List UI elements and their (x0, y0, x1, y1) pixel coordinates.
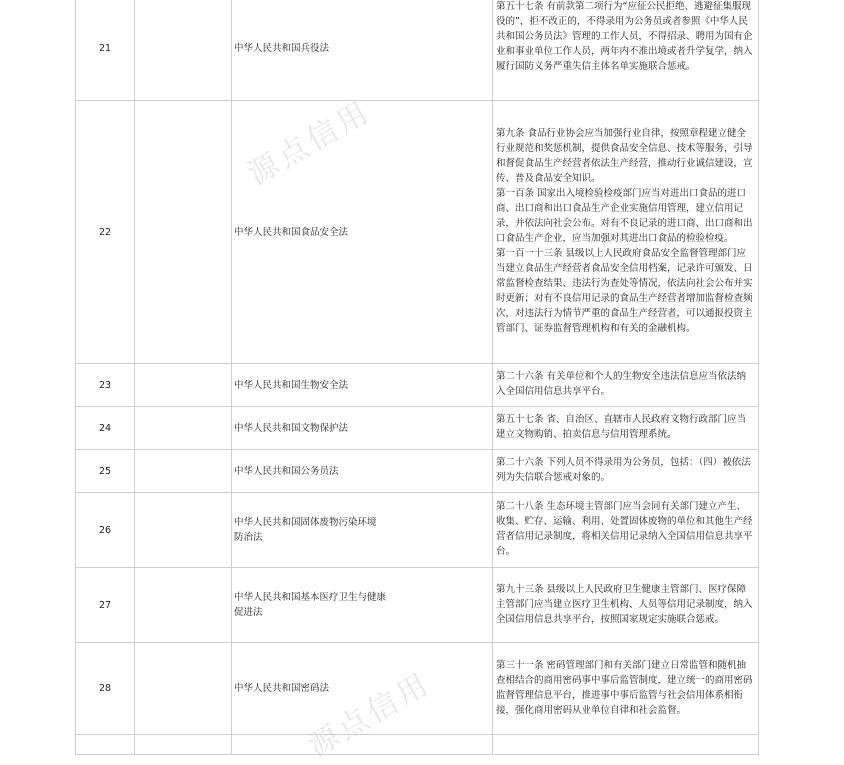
blank-cell (135, 407, 232, 450)
law-name-text: 中华人民共和国基本医疗卫生与健康 促进法 (234, 592, 387, 618)
table-row (76, 568, 759, 643)
clause-text (493, 101, 759, 364)
clause-body: 第五十七条 有前款第二项行为“应征公民拒绝、逃避征集服现役的”，拒不改正的，不得录用为公务员或者参照《中华人民共和国公务员法》管理的工作人员，不得招录、聘用为国有企业和事业单位工作人员，两年内不准出境或者升学复学，纳入履行国防义务严重失信主体名单实施联合惩戒。 (496, 1, 753, 72)
clause-body: 第二十六条 有关单位和个人的生物安全违法信息应当依法纳入全国信用信息共享平台。 (496, 371, 747, 397)
blank-cell (135, 643, 232, 735)
law-name (232, 493, 493, 568)
blank-cell (135, 0, 232, 101)
row-number: 25 (76, 450, 135, 493)
blank-cell (135, 101, 232, 364)
table-row (76, 450, 759, 493)
law-name (232, 568, 493, 643)
clause-text (493, 450, 759, 493)
clause-body: 第九条 食品行业协会应当加强行业自律，按照章程建立健全行业规范和奖惩机制，提供食品安全信息、技术等服务，引导和督促食品生产经营者依法生产经营，推动行业诚信建设，宣传、普及食品安全知识。 第一百条 国家出入境检验检疫部门应当对进出口食品的进口商、出口商和出口食品生产企业实施信用管理，建立信用记录，并依法向社会公布。对有不良记录的进口商、出口商和出口食品生产企业，应当加强对其进出口食品的检验检疫。 第一百一十三条 县级以上人民政府食品安全监督管理部门应当建立食品生产经营者食品安全信用档案，记录许可颁发、日常监督检查结果、违法行为查处等情况，依法向社会公布并实时更新；对有不良信用记录的食品生产经营者增加监督检查频次，对违法行为情节严重的食品生产经营者，可以通报投资主管部门、证券监督管理机构和有关的金融机构。 (496, 128, 753, 334)
table-row (76, 643, 759, 735)
clause-body: 第二十六条 下列人员不得录用为公务员，包括：（四）被依法列为失信联合惩戒对象的。 (496, 457, 751, 483)
row-number: 23 (76, 364, 135, 407)
table-row (76, 101, 759, 364)
table-row (76, 493, 759, 568)
blank-cell (135, 493, 232, 568)
row-number (76, 735, 135, 755)
clause-text (493, 0, 759, 101)
law-name (232, 735, 493, 755)
clause-text (493, 735, 759, 755)
clause-text (493, 407, 759, 450)
blank-cell (135, 364, 232, 407)
row-number: 28 (76, 643, 135, 735)
clause-body: 第五十七条 省、自治区、直辖市人民政府文物行政部门应当建立文物购销、拍卖信息与信用管理系统。 (496, 414, 747, 440)
row-number: 26 (76, 493, 135, 568)
watermark: 源点信用 (242, 93, 378, 193)
law-name: 中华人民共和国公务员法 (232, 450, 493, 493)
table-row (76, 407, 759, 450)
clause-text (493, 493, 759, 568)
law-name: 中华人民共和国生物安全法 (232, 364, 493, 407)
clause-text (493, 643, 759, 735)
row-number: 27 (76, 568, 135, 643)
blank-cell (135, 735, 232, 755)
table-row (76, 735, 759, 755)
law-credit-table (75, 0, 759, 755)
law-name: 中华人民共和国兵役法 (232, 0, 493, 101)
row-number: 21 (76, 0, 135, 101)
blank-cell (135, 450, 232, 493)
clause-text (493, 568, 759, 643)
row-number: 24 (76, 407, 135, 450)
clause-body: 第九十三条 县级以上人民政府卫生健康主管部门、医疗保障主管部门应当建立医疗卫生机构、人员等信用记录制度，纳入全国信用信息共享平台，按照国家规定实施联合惩戒。 (496, 583, 753, 625)
clause-body: 第二十八条 生态环境主管部门应当会同有关部门建立产生、收集、贮存、运输、利用、处置固体废物的单位和其他生产经营者信用记录制度，将相关信用记录纳入全国信用信息共享平台。 (496, 501, 753, 557)
law-name-text: 中华人民共和国固体废物污染环境 防治法 (234, 517, 377, 543)
table-row (76, 0, 759, 101)
clause-text (493, 364, 759, 407)
row-number: 22 (76, 101, 135, 364)
blank-cell (135, 568, 232, 643)
table-row (76, 364, 759, 407)
law-name: 中华人民共和国食品安全法 (232, 101, 493, 364)
clause-body: 第三十一条 密码管理部门和有关部门建立日常监管和随机抽查相结合的商用密码事中事后监管制度，建立统一的商用密码监督管理信息平台，推进事中事后监管与社会信用体系相衔接，强化商用密码从业单位自律和社会监督。 (496, 659, 753, 716)
watermark: 源点信用 (302, 665, 438, 765)
law-name: 中华人民共和国密码法 (232, 643, 493, 735)
law-name: 中华人民共和国文物保护法 (232, 407, 493, 450)
